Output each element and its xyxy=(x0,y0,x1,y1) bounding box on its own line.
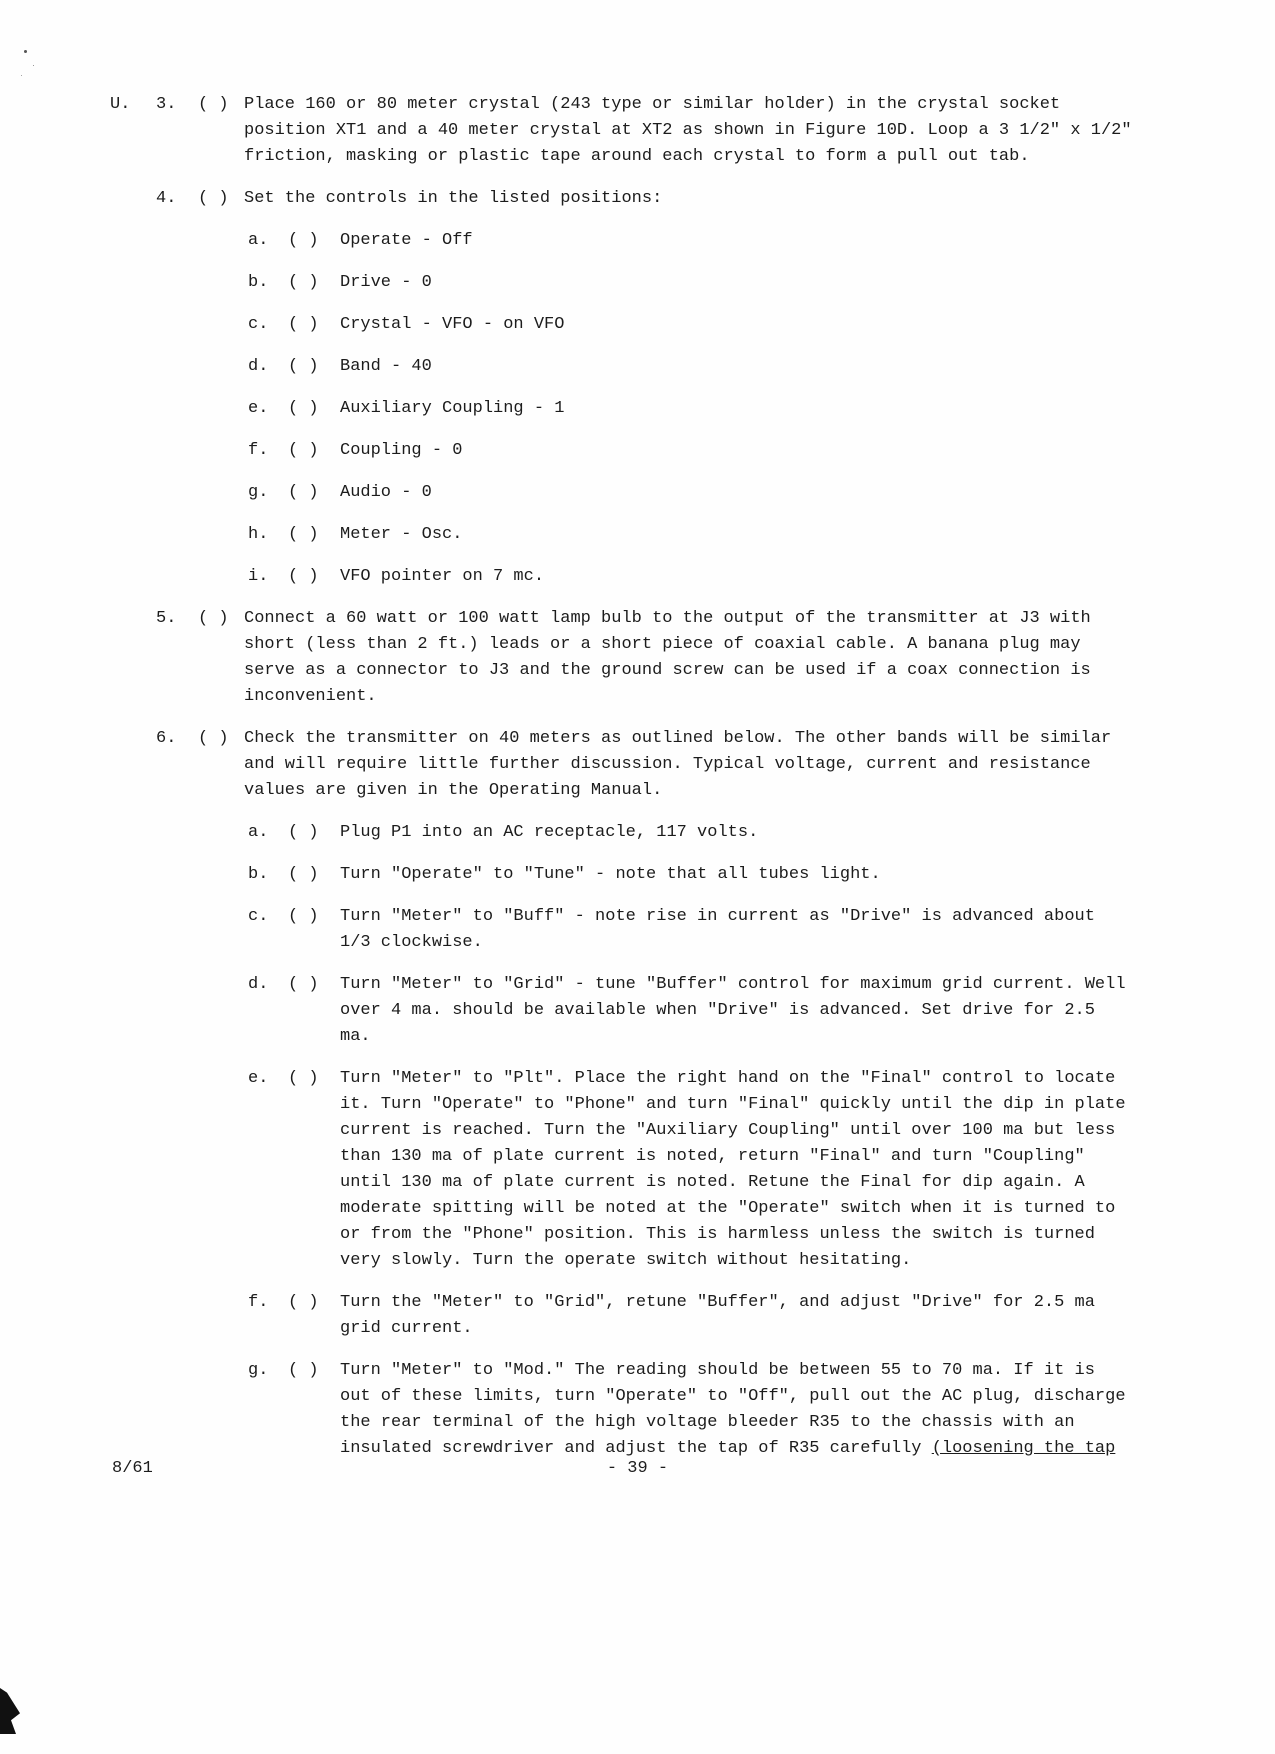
substep-row-4b xyxy=(248,270,1135,296)
checkbox: ( ) xyxy=(198,95,229,114)
substep-text: Meter - Osc. xyxy=(340,525,463,544)
substep-letter: h. xyxy=(248,525,269,544)
substep-letter: c. xyxy=(248,907,269,926)
step-3 xyxy=(110,92,1135,170)
substep-row-6c xyxy=(248,904,1135,956)
substep-text-main: Turn "Meter" to "Mod." The reading should be between 55 to 70 ma. If it is out of these limits, turn "Operate" to "Off", pull out the AC plug, discharge the rear terminal of the high voltage bleeder R35 to the chassis with an insulated screwdriver and adjust the tap of R35 carefully xyxy=(340,1361,1126,1458)
substep-letter: e. xyxy=(248,1069,269,1088)
substep-row-4a xyxy=(248,228,1135,254)
substep-text: Turn "Operate" to "Tune" - note that all tubes light. xyxy=(340,865,881,884)
step-6 xyxy=(110,726,1135,1462)
step-5 xyxy=(110,606,1135,710)
substep-letter: e. xyxy=(248,399,269,418)
step-row xyxy=(110,186,1135,212)
substep-letter: c. xyxy=(248,315,269,334)
substep-text: Coupling - 0 xyxy=(340,441,463,460)
checkbox: ( ) xyxy=(288,907,319,926)
substep-row-4i xyxy=(248,564,1135,590)
substep-row-4e xyxy=(248,396,1135,422)
substep-row-6b xyxy=(248,862,1135,888)
footer-date: 8/61 xyxy=(112,1459,153,1478)
checkbox: ( ) xyxy=(288,1361,319,1380)
step-number: 6. xyxy=(156,729,177,748)
step-prefix: U. xyxy=(110,95,131,114)
checkbox: ( ) xyxy=(288,865,319,884)
substep-text: Turn "Meter" to "Buff" - note rise in current as "Drive" is advanced about 1/3 clockwise. xyxy=(340,907,1095,952)
step-text: Check the transmitter on 40 meters as outlined below. The other bands will be similar and will require little further discussion. Typical voltage, current and resistance values are given in the Operating Manual. xyxy=(244,729,1112,800)
page-number: - 39 - xyxy=(606,1459,669,1478)
substep-text: Operate - Off xyxy=(340,231,473,250)
step-row xyxy=(110,606,1135,710)
substep-list xyxy=(248,228,1135,590)
step-text: Place 160 or 80 meter crystal (243 type or similar holder) in the crystal socket position XT1 and a 40 meter crystal at XT2 as shown in Figure 10D. Loop a 3 1/2" x 1/2" friction, masking or plastic tape around each crystal to form a pull out tab. xyxy=(244,95,1132,166)
substep-row-4f xyxy=(248,438,1135,464)
substep-row-4h xyxy=(248,522,1135,548)
checkbox: ( ) xyxy=(198,609,229,628)
substep-letter: d. xyxy=(248,357,269,376)
substep-text: Turn "Meter" to "Plt". Place the right hand on the "Final" control to locate it. Turn "Operate" to "Phone" and turn "Final" quickly until the dip in plate current is reached. Turn the "Auxiliary Coupling" until over 100 ma but less than 130 ma of plate current is noted, return "Final" and turn "Coupling" until 130 ma of plate current is noted. Retune the Final for dip again. A moderate spitting will be noted at the "Operate" switch when it is turned to or from the "Phone" position. This is harmless unless the switch is turned very slowly. Turn the operate switch without hesitating. xyxy=(340,1069,1126,1270)
substep-text: Turn the "Meter" to "Grid", retune "Buffer", and adjust "Drive" for 2.5 ma grid current. xyxy=(340,1293,1095,1338)
substep-letter: g. xyxy=(248,1361,269,1380)
substep-text: Drive - 0 xyxy=(340,273,432,292)
step-text: Set the controls in the listed positions: xyxy=(244,189,663,208)
substep-list xyxy=(248,820,1135,1462)
substep-letter: a. xyxy=(248,231,269,250)
substep-letter: f. xyxy=(248,441,269,460)
substep-row-6g xyxy=(248,1358,1135,1462)
substep-row-4g xyxy=(248,480,1135,506)
checkbox: ( ) xyxy=(288,399,319,418)
checkbox: ( ) xyxy=(288,315,319,334)
checkbox: ( ) xyxy=(198,729,229,748)
step-row xyxy=(110,726,1135,804)
substep-text: Audio - 0 xyxy=(340,483,432,502)
checkbox: ( ) xyxy=(288,567,319,586)
substep-text: Band - 40 xyxy=(340,357,432,376)
checkbox: ( ) xyxy=(288,1069,319,1088)
step-text: Connect a 60 watt or 100 watt lamp bulb to the output of the transmitter at J3 with short (less than 2 ft.) leads or a short piece of coaxial cable. A banana plug may serve as a connector to J3 and the ground screw can be used if a coax connection is inconvenient. xyxy=(244,609,1091,706)
substep-row-4d xyxy=(248,354,1135,380)
step-4 xyxy=(110,186,1135,590)
substep-row-4c xyxy=(248,312,1135,338)
scan-speck-artifact xyxy=(24,50,27,53)
checkbox: ( ) xyxy=(288,483,319,502)
substep-text: Plug P1 into an AC receptacle, 117 volts. xyxy=(340,823,759,842)
substep-text: Turn "Meter" to "Grid" - tune "Buffer" control for maximum grid current. Well over 4 ma. should be available when "Drive" is advanced. Set drive for 2.5 ma. xyxy=(340,975,1126,1046)
substep-letter: i. xyxy=(248,567,269,586)
substep-row-6d xyxy=(248,972,1135,1050)
checkbox: ( ) xyxy=(288,525,319,544)
substep-letter: b. xyxy=(248,273,269,292)
substep-letter: a. xyxy=(248,823,269,842)
checkbox: ( ) xyxy=(288,823,319,842)
substep-letter: g. xyxy=(248,483,269,502)
step-row xyxy=(110,92,1135,170)
scan-smudge-artifact xyxy=(0,1688,20,1734)
checkbox: ( ) xyxy=(288,231,319,250)
substep-letter: b. xyxy=(248,865,269,884)
substep-text: VFO pointer on 7 mc. xyxy=(340,567,545,586)
step-number: 4. xyxy=(156,189,177,208)
checkbox: ( ) xyxy=(288,975,319,994)
substep-text-underlined: (loosening the tap xyxy=(931,1439,1116,1458)
substep-letter: f. xyxy=(248,1293,269,1312)
page-footer xyxy=(0,1456,1275,1482)
checkbox: ( ) xyxy=(288,1293,319,1312)
step-number: 5. xyxy=(156,609,177,628)
step-number: 3. xyxy=(156,95,177,114)
substep-letter: d. xyxy=(248,975,269,994)
substep-text xyxy=(340,1358,1135,1462)
checkbox: ( ) xyxy=(288,441,319,460)
checkbox: ( ) xyxy=(288,357,319,376)
checkbox: ( ) xyxy=(198,189,229,208)
checkbox: ( ) xyxy=(288,273,319,292)
substep-text: Auxiliary Coupling - 1 xyxy=(340,399,565,418)
substep-row-6e xyxy=(248,1066,1135,1274)
substep-text: Crystal - VFO - on VFO xyxy=(340,315,565,334)
substep-row-6a xyxy=(248,820,1135,846)
substep-row-6f xyxy=(248,1290,1135,1342)
checklist xyxy=(110,92,1135,1478)
